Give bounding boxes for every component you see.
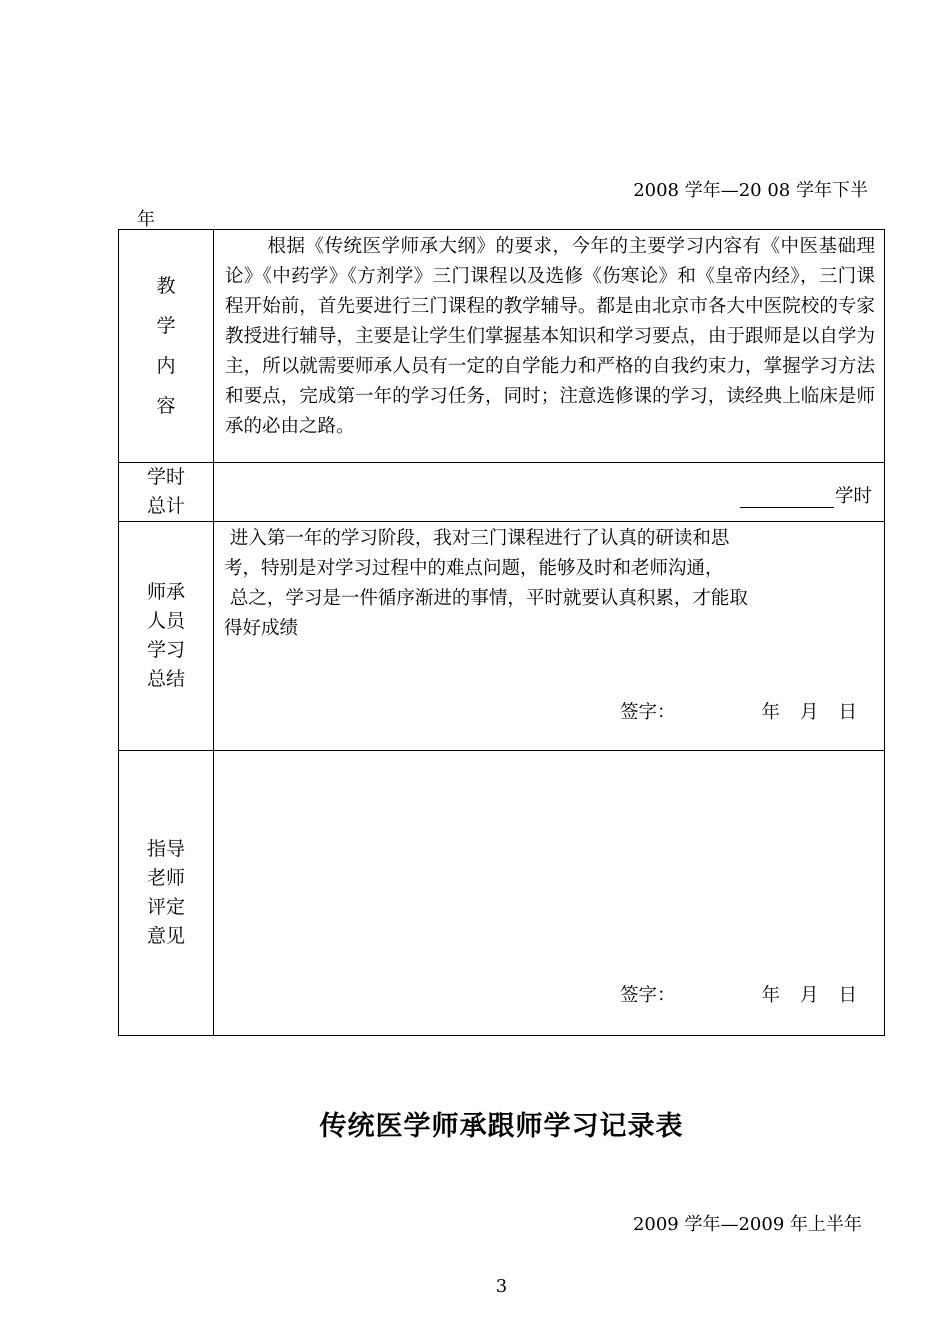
label-line: 评定 <box>146 896 185 918</box>
label-char: 内 <box>156 355 176 377</box>
page-number: 3 <box>495 1276 508 1297</box>
summary-line: 考，特别是对学习过程中的难点问题，能够及时和老师沟通， <box>224 558 724 579</box>
label-line: 总结 <box>146 668 185 690</box>
study-record-table <box>118 229 885 1036</box>
period-header-continued: 年 <box>137 209 155 230</box>
label-line: 意见 <box>146 925 185 947</box>
total-hours-cell[interactable] <box>214 463 885 522</box>
date-year: 年 <box>761 702 780 723</box>
teaching-content-cell <box>214 230 885 463</box>
label-line: 人员 <box>146 610 185 632</box>
label-line: 总计 <box>146 495 185 517</box>
label-line: 老师 <box>146 867 185 889</box>
summary-line: 得好成绩 <box>224 618 299 639</box>
label-line: 指导 <box>146 838 185 860</box>
signature-label: 签字： <box>619 702 676 723</box>
teaching-content-row <box>119 230 885 463</box>
opinion-signature-line <box>620 981 857 1007</box>
summary-signature-line <box>620 698 857 724</box>
label-char: 教 <box>156 275 176 297</box>
form-title: 传统医学师承跟师学习记录表 <box>319 1111 684 1142</box>
study-summary-label <box>119 522 214 751</box>
study-summary-text <box>224 524 844 644</box>
label-line: 师承 <box>146 581 185 603</box>
teaching-content-label <box>119 230 214 463</box>
date-month: 月 <box>799 985 819 1006</box>
date-day: 日 <box>838 985 857 1006</box>
label-char: 容 <box>156 395 176 417</box>
teacher-opinion-row <box>119 751 885 1036</box>
label-char: 学 <box>156 315 176 337</box>
signature-label: 签字： <box>619 985 676 1006</box>
teaching-content-text <box>214 230 884 442</box>
total-hours-label <box>119 463 214 522</box>
study-summary-row <box>119 522 885 751</box>
period-header: 2008 学年—20 08 学年下半 <box>633 180 868 201</box>
label-line: 学习 <box>146 639 185 661</box>
total-hours-row <box>119 463 885 522</box>
label-line: 学时 <box>146 466 185 488</box>
date-day: 日 <box>838 702 857 723</box>
period-footer: 2009 学年—2009 年上半年 <box>632 1214 862 1235</box>
hours-blank-field[interactable] <box>740 487 834 508</box>
hours-unit: 学时 <box>834 486 872 507</box>
date-year: 年 <box>761 985 780 1006</box>
teacher-opinion-cell[interactable] <box>214 751 885 1036</box>
summary-line: 总之，学习是一件循序渐进的事情，平时就要认真积累，才能取 <box>224 588 748 609</box>
summary-line: 进入第一年的学习阶段，我对三门课程进行了认真的研读和思 <box>224 528 730 549</box>
study-summary-cell[interactable] <box>214 522 885 751</box>
teaching-content-paragraph: 根据《传统医学师承大纲》的要求，今年的主要学习内容有《中医基础理论》《中药学》《方剂学》三门课程以及选修《伤寒论》和《皇帝内经》，三门课程开始前，首先要进行三门课程的教学辅导。都是由北京市各大中医院校的专家教授进行辅导，主要是让学生们掌握基本知识和学习要点，由于跟师是以自学为主，所以就需要师承人员有一定的自学能力和严格的自我约束力，掌握学习方法和要点，完成第一年的学习任务，同时；注意选修课的学习，读经典上临床是师承的必由之路。 <box>225 236 875 437</box>
date-month: 月 <box>799 702 819 723</box>
teacher-opinion-label <box>119 751 214 1036</box>
